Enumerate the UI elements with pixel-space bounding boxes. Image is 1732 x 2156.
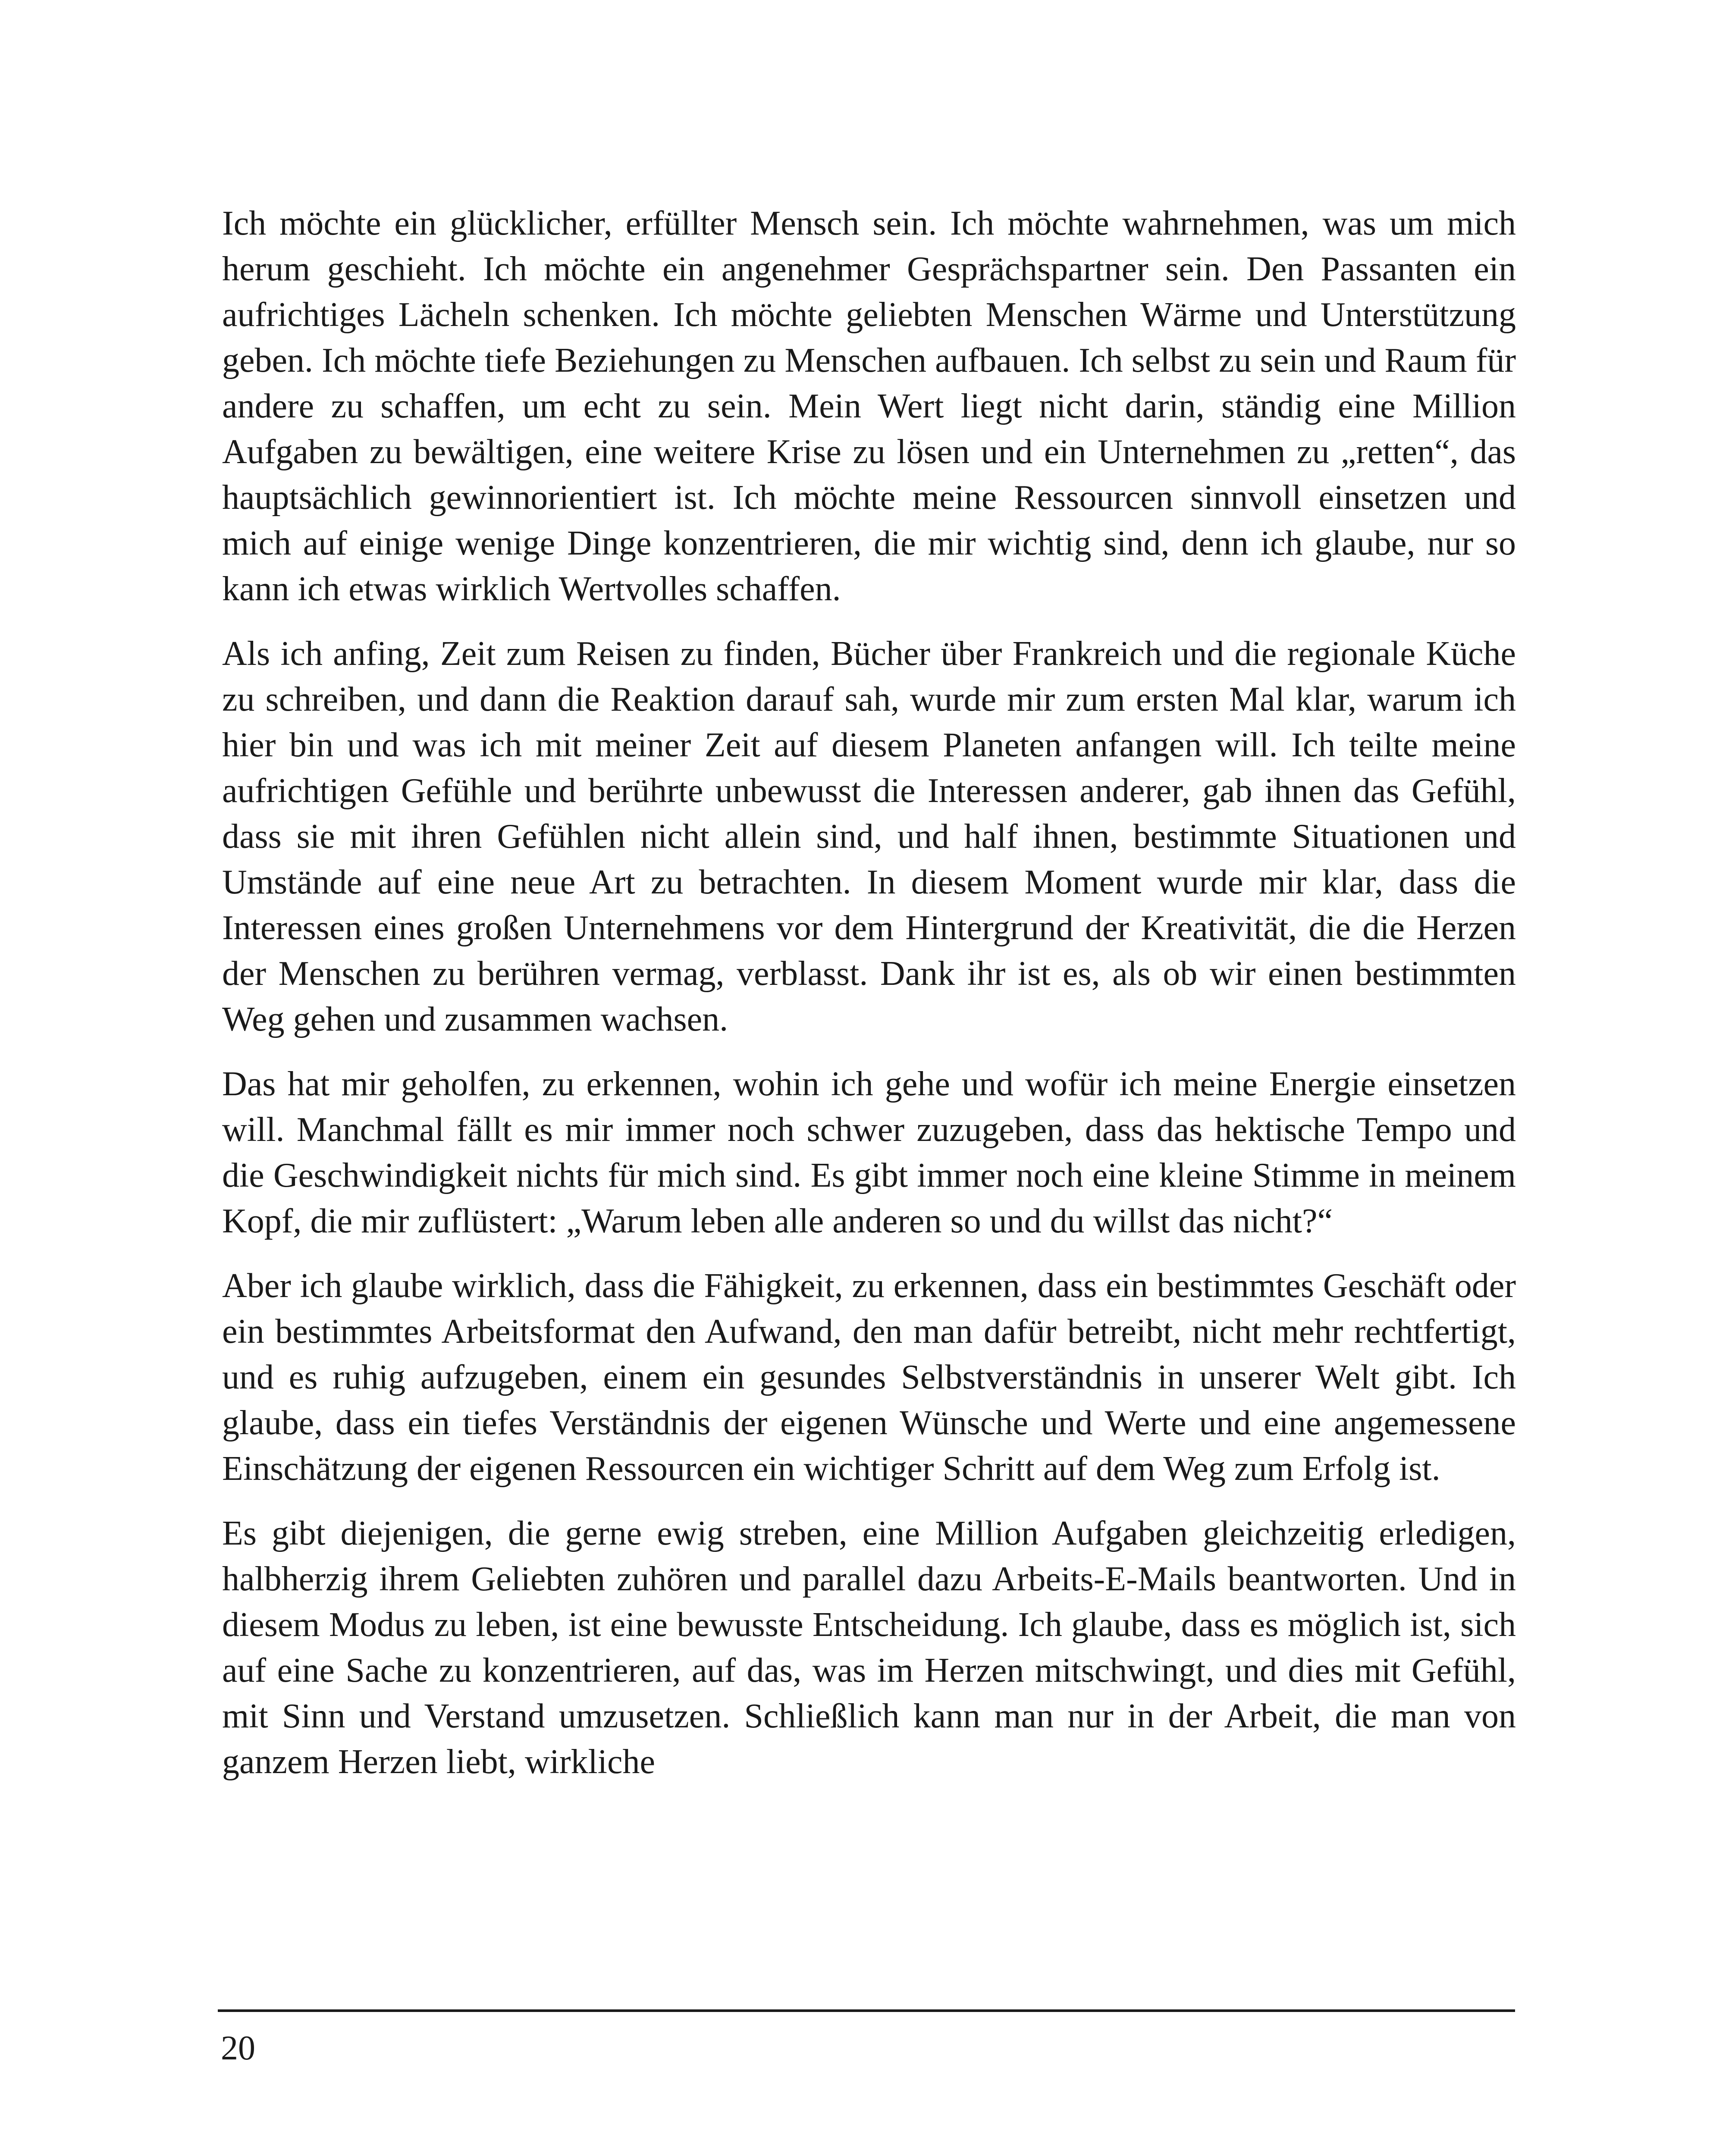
paragraph-5: Es gibt diejenigen, die gerne ewig streben, eine Million Aufgaben gleichzeitig erledigen, halbherzig ihrem Geliebten zuhören und parallel dazu Arbeits-E-Mails beantworten. Und in diesem Modus zu leben, ist eine bewusste Entscheidung. Ich glaube, dass es möglich ist, sich auf eine Sache zu konzentrieren, auf das, was im Herzen mitschwingt, und dies mit Gefühl, mit Sinn und Verstand umzusetzen. Schließlich kann man nur in der Arbeit, die man von ganzem Herzen liebt, wirkliche	[222, 1514, 1516, 1781]
paragraph-1: Ich möchte ein glücklicher, erfüllter Mensch sein. Ich möchte wahrnehmen, was um mich herum geschieht. Ich möchte ein angenehmer Gesprächspartner sein. Den Passanten ein aufrichtiges Lächeln schenken. Ich möchte geliebten Menschen Wärme und Unterstützung geben. Ich möchte tiefe Beziehungen zu Menschen aufbauen. Ich selbst zu sein und Raum für andere zu schaffen, um echt zu sein. Mein Wert liegt nicht darin, ständig eine Million Aufgaben zu bewältigen, eine weitere Krise zu lösen und ein Unternehmen zu „retten“, das hauptsächlich gewinnorientiert ist. Ich möchte meine Ressourcen sinnvoll einsetzen und mich auf einige wenige Dinge konzentrieren, die mir wichtig sind, denn ich glaube, nur so kann ich etwas wirklich Wertvolles schaffen.	[222, 204, 1516, 608]
paragraph-3: Das hat mir geholfen, zu erkennen, wohin ich gehe und wofür ich meine Energie einsetzen will. Manchmal fällt es mir immer noch schwer zuzugeben, dass das hektische Tempo und die Geschwindigkeit nichts für mich sind. Es gibt immer noch eine kleine Stimme in meinem Kopf, die mir zuflüstert: „Warum leben alle anderen so und du willst das nicht?“	[222, 1065, 1516, 1240]
page-number: 20	[221, 2029, 255, 2067]
footer-divider	[218, 2009, 1515, 2012]
paragraph-4: Aber ich glaube wirklich, dass die Fähigkeit, zu erkennen, dass ein bestimmtes Geschäft oder ein bestimmtes Arbeitsformat den Aufwand, den man dafür betreibt, nicht mehr rechtfertigt, und es ruhig aufzugeben, einem ein gesundes Selbstverständnis in unserer Welt gibt. Ich glaube, dass ein tiefes Verständnis der eigenen Wünsche und Werte und eine angemessene Einschätzung der eigenen Ressourcen ein wichtiger Schritt auf dem Weg zum Erfolg ist.	[222, 1267, 1516, 1488]
body-text	[222, 201, 1516, 1804]
paragraph-2: Als ich anfing, Zeit zum Reisen zu finden, Bücher über Frankreich und die regionale Küche zu schreiben, und dann die Reaktion darauf sah, wurde mir zum ersten Mal klar, warum ich hier bin und was ich mit meiner Zeit auf diesem Planeten anfangen will. Ich teilte meine aufrichtigen Gefühle und berührte unbewusst die Interessen anderer, gab ihnen das Gefühl, dass sie mit ihren Gefühlen nicht allein sind, und half ihnen, bestimmte Situationen und Umstände auf eine neue Art zu betrachten. In diesem Moment wurde mir klar, dass die Interessen eines großen Unternehmens vor dem Hintergrund der Kreativität, die die Herzen der Menschen zu berühren vermag, verblasst. Dank ihr ist es, als ob wir einen bestimmten Weg gehen und zusammen wachsen.	[222, 635, 1516, 1038]
